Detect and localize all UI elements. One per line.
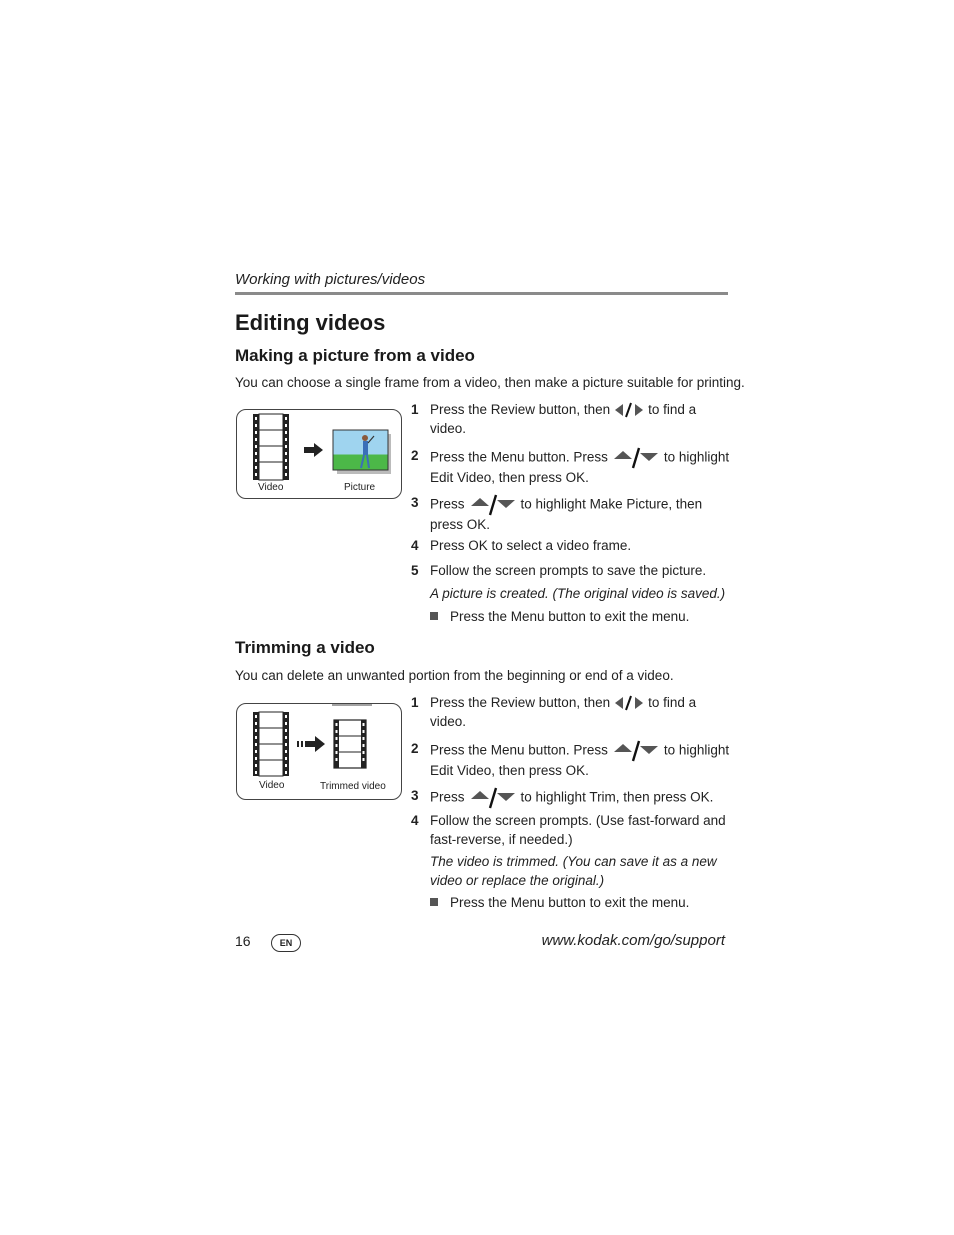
step-number: 2 — [411, 448, 419, 463]
result-trim-video: The video is trimmed. (You can save it as a new video or replace the original.) — [430, 854, 717, 888]
step-text: Press — [430, 496, 465, 512]
section-heading-make-picture: Making a picture from a video — [235, 346, 475, 365]
page-title: Editing videos — [235, 310, 386, 335]
up-down-buttons-icon — [465, 497, 521, 512]
step-text: Follow the screen prompts to save the picture. — [430, 563, 707, 578]
section-intro-trim-video: You can delete an unwanted portion from the beginning or end of a video. — [235, 668, 674, 683]
language-badge: EN — [271, 934, 301, 952]
step-text: to highlight Edit Video, then press OK. — [430, 742, 730, 778]
section-heading-trim-video: Trimming a video — [235, 638, 375, 657]
step-number: 1 — [411, 695, 419, 710]
figure-label-video: Video — [259, 780, 285, 791]
step-number: 3 — [411, 788, 419, 803]
bullet-exit-menu — [430, 895, 689, 910]
support-url[interactable]: www.kodak.com/go/support — [541, 932, 725, 949]
running-header: Working with pictures/videos — [235, 271, 426, 288]
bullet-square-icon — [430, 898, 438, 906]
figure-video-to-picture — [236, 409, 402, 499]
step-4 — [411, 537, 731, 556]
header-rule — [235, 292, 728, 295]
step-number: 2 — [411, 741, 419, 756]
step-text: Press the Menu button. Press — [430, 449, 608, 465]
step-2 — [411, 447, 731, 488]
step-text: Press — [430, 789, 465, 805]
step-number: 4 — [411, 813, 419, 828]
up-down-buttons-icon — [608, 450, 664, 465]
step-1 — [411, 694, 731, 731]
bullet-square-icon — [430, 612, 438, 620]
section-intro-make-picture: You can choose a single frame from a video, then make a picture suitable for printing. — [235, 375, 745, 390]
step-3 — [411, 494, 731, 535]
step-1 — [411, 401, 731, 438]
step-text: to highlight Edit Video, then press OK. — [430, 449, 730, 485]
step-text: to highlight Trim, then press OK. — [520, 789, 714, 805]
left-right-buttons-icon — [610, 402, 648, 417]
step-number: 1 — [411, 402, 419, 417]
step-text: to find a video. — [430, 402, 697, 436]
step-number: 3 — [411, 495, 419, 510]
figure-label-video: Video — [258, 482, 284, 493]
step-text: to find a video. — [430, 695, 697, 729]
step-text: Press the Menu button. Press — [430, 742, 608, 758]
step-2 — [411, 740, 731, 781]
bullet-text: Press the Menu button to exit the menu. — [450, 895, 690, 910]
bullet-text: Press the Menu button to exit the menu. — [450, 609, 690, 624]
step-3 — [411, 787, 731, 809]
figure-label-picture: Picture — [344, 482, 376, 493]
result-make-picture: A picture is created. (The original video is saved.) — [430, 586, 726, 601]
figure-video-to-trimmed — [236, 703, 402, 800]
figure-label-trimmed-video: Trimmed video — [320, 781, 386, 792]
page-number: 16 — [235, 933, 251, 949]
step-number: 5 — [411, 563, 419, 578]
up-down-buttons-icon — [608, 743, 664, 758]
left-right-buttons-icon — [610, 695, 648, 710]
up-down-buttons-icon — [465, 790, 521, 805]
step-text: Press the Review button, then — [430, 402, 611, 417]
step-text: Follow the screen prompts. (Use fast-forward and fast-reverse, if needed.) — [430, 813, 726, 847]
step-text: Press the Review button, then — [430, 695, 611, 710]
step-text: to highlight Make Picture, then press OK. — [430, 496, 703, 532]
step-text: Press OK to select a video frame. — [430, 538, 632, 553]
step-5 — [411, 562, 731, 581]
step-number: 4 — [411, 538, 419, 553]
bullet-exit-menu — [430, 609, 689, 624]
step-4 — [411, 812, 731, 849]
